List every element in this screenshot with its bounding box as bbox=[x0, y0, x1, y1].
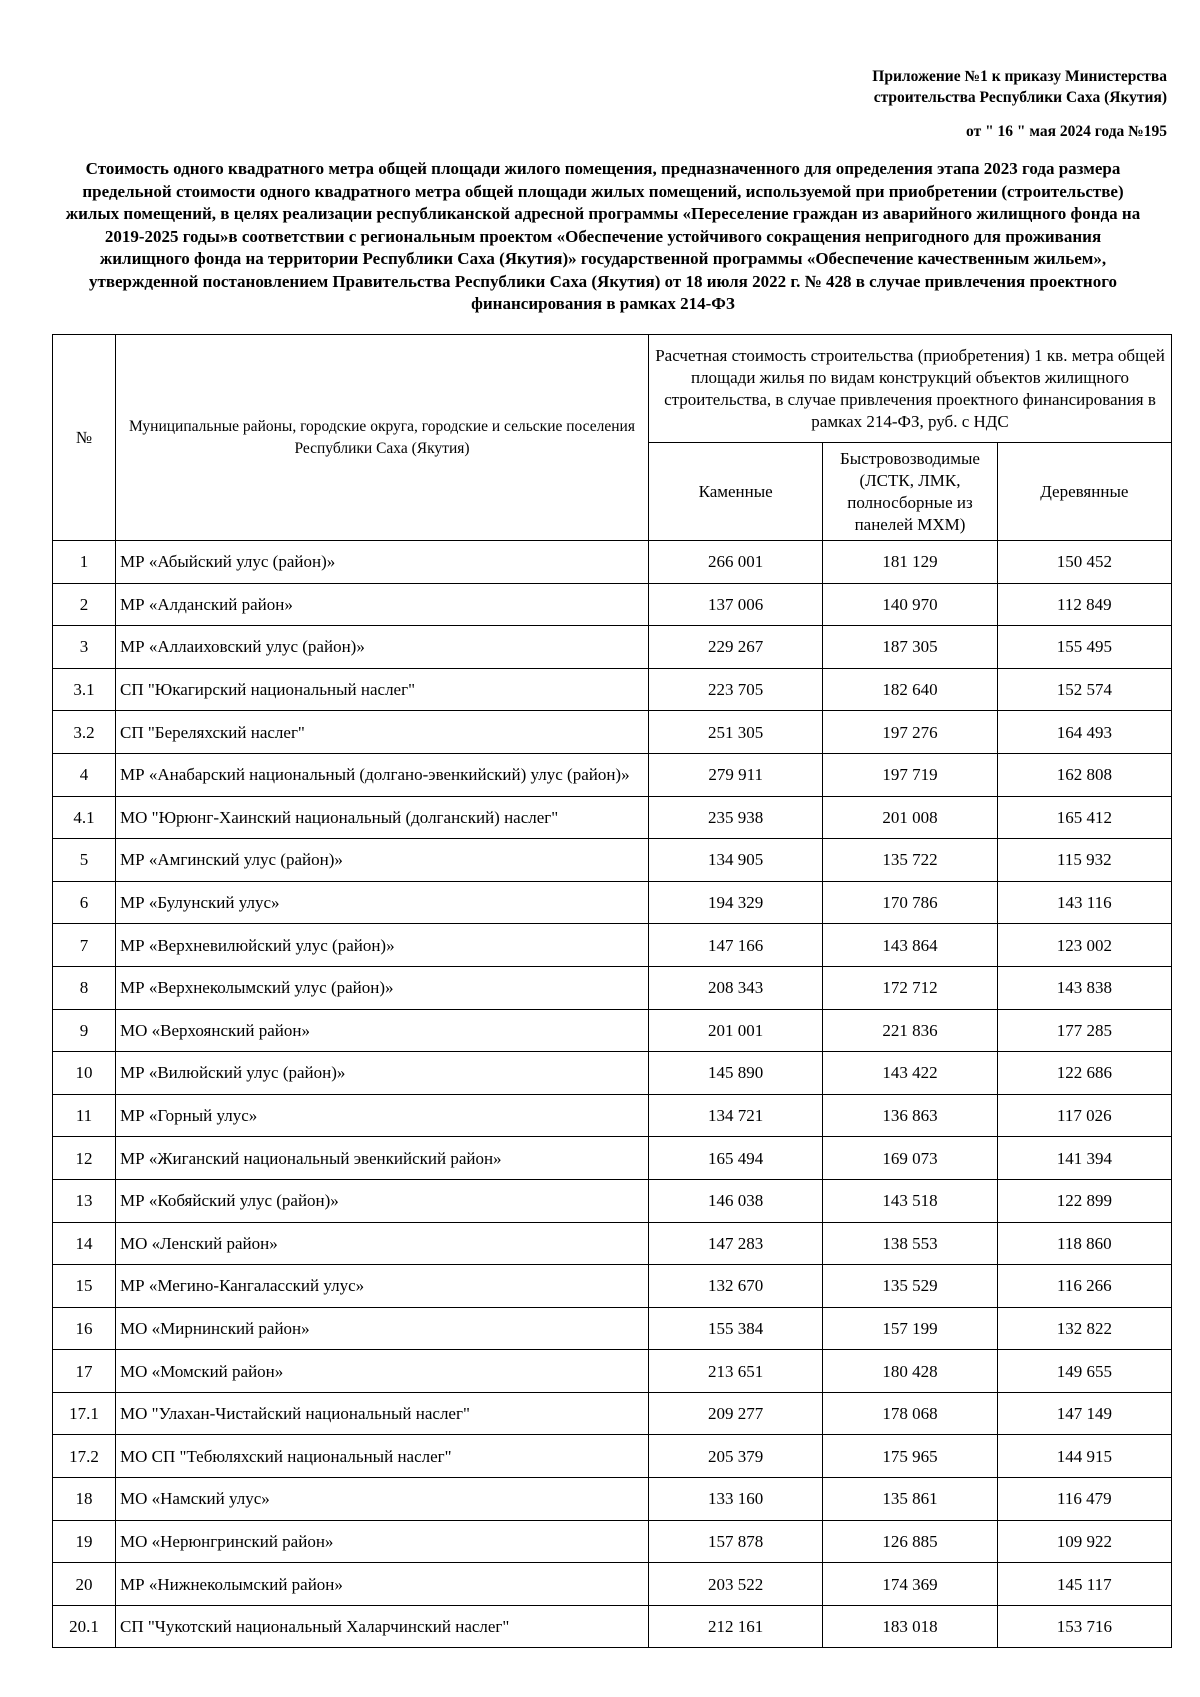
cost-stone: 205 379 bbox=[649, 1435, 823, 1478]
cost-prefab: 138 553 bbox=[823, 1222, 997, 1265]
row-number: 1 bbox=[53, 541, 116, 584]
cost-stone: 209 277 bbox=[649, 1392, 823, 1435]
cost-prefab: 187 305 bbox=[823, 626, 997, 669]
cost-wooden: 155 495 bbox=[997, 626, 1171, 669]
municipality-name: МО «Верхоянский район» bbox=[116, 1009, 649, 1052]
cost-stone: 155 384 bbox=[649, 1307, 823, 1350]
table-row bbox=[53, 1052, 1172, 1095]
cost-wooden: 116 266 bbox=[997, 1265, 1171, 1308]
row-number: 3.2 bbox=[53, 711, 116, 754]
municipality-name: МО «Мирнинский район» bbox=[116, 1307, 649, 1350]
table-body bbox=[53, 541, 1172, 1648]
row-number: 20.1 bbox=[53, 1605, 116, 1648]
cost-prefab: 197 276 bbox=[823, 711, 997, 754]
row-number: 6 bbox=[53, 881, 116, 924]
cost-prefab: 181 129 bbox=[823, 541, 997, 584]
cost-prefab: 143 518 bbox=[823, 1179, 997, 1222]
municipality-name: МР «Верхневилюйский улус (район)» bbox=[116, 924, 649, 967]
row-number: 15 bbox=[53, 1265, 116, 1308]
cost-prefab: 174 369 bbox=[823, 1563, 997, 1606]
row-number: 2 bbox=[53, 583, 116, 626]
appendix-line-1: Приложение №1 к приказу Министерства bbox=[872, 68, 1167, 85]
cost-prefab: 180 428 bbox=[823, 1350, 997, 1393]
municipality-name: МР «Булунский улус» bbox=[116, 881, 649, 924]
cost-wooden: 150 452 bbox=[997, 541, 1171, 584]
municipality-name: МР «Анабарский национальный (долгано-эвенкийский) улус (район)» bbox=[116, 753, 649, 796]
cost-wooden: 165 412 bbox=[997, 796, 1171, 839]
cost-wooden: 122 899 bbox=[997, 1179, 1171, 1222]
municipality-name: МО «Нерюнгринский район» bbox=[116, 1520, 649, 1563]
cost-stone: 194 329 bbox=[649, 881, 823, 924]
table-row bbox=[53, 1179, 1172, 1222]
row-number: 17.2 bbox=[53, 1435, 116, 1478]
municipality-name: МО «Намский улус» bbox=[116, 1478, 649, 1521]
cost-prefab: 136 863 bbox=[823, 1094, 997, 1137]
header-prefab: Быстровозводимые (ЛСТК, ЛМК, полносборные из панелей МХМ) bbox=[823, 443, 997, 541]
table-row bbox=[53, 1307, 1172, 1350]
cost-stone: 157 878 bbox=[649, 1520, 823, 1563]
cost-wooden: 115 932 bbox=[997, 839, 1171, 882]
cost-stone: 137 006 bbox=[649, 583, 823, 626]
cost-prefab: 182 640 bbox=[823, 668, 997, 711]
cost-prefab: 126 885 bbox=[823, 1520, 997, 1563]
row-number: 10 bbox=[53, 1052, 116, 1095]
row-number: 19 bbox=[53, 1520, 116, 1563]
municipality-name: СП "Юкагирский национальный наслег" bbox=[116, 668, 649, 711]
cost-prefab: 157 199 bbox=[823, 1307, 997, 1350]
cost-wooden: 141 394 bbox=[997, 1137, 1171, 1180]
municipality-name: МР «Верхнеколымский улус (район)» bbox=[116, 966, 649, 1009]
cost-stone: 133 160 bbox=[649, 1478, 823, 1521]
cost-wooden: 118 860 bbox=[997, 1222, 1171, 1265]
cost-stone: 134 905 bbox=[649, 839, 823, 882]
municipality-name: МО «Момский район» bbox=[116, 1350, 649, 1393]
cost-wooden: 116 479 bbox=[997, 1478, 1171, 1521]
table-row bbox=[53, 753, 1172, 796]
cost-stone: 147 166 bbox=[649, 924, 823, 967]
cost-prefab: 135 861 bbox=[823, 1478, 997, 1521]
cost-prefab: 183 018 bbox=[823, 1605, 997, 1648]
table-row bbox=[53, 1520, 1172, 1563]
cost-wooden: 143 838 bbox=[997, 966, 1171, 1009]
cost-stone: 279 911 bbox=[649, 753, 823, 796]
header-municipality: Муниципальные районы, городские округа, городские и сельские поселения Республики Саха (Якутия) bbox=[116, 335, 649, 541]
row-number: 13 bbox=[53, 1179, 116, 1222]
cost-stone: 266 001 bbox=[649, 541, 823, 584]
cost-stone: 229 267 bbox=[649, 626, 823, 669]
table-row bbox=[53, 1563, 1172, 1606]
table-row bbox=[53, 1009, 1172, 1052]
cost-prefab: 143 422 bbox=[823, 1052, 997, 1095]
municipality-name: МР «Вилюйский улус (район)» bbox=[116, 1052, 649, 1095]
table-row bbox=[53, 711, 1172, 754]
row-number: 3 bbox=[53, 626, 116, 669]
cost-prefab: 140 970 bbox=[823, 583, 997, 626]
header-stone: Каменные bbox=[649, 443, 823, 541]
cost-stone: 201 001 bbox=[649, 1009, 823, 1052]
table-row bbox=[53, 1265, 1172, 1308]
table-row bbox=[53, 1478, 1172, 1521]
table-row bbox=[53, 1137, 1172, 1180]
header-number: № bbox=[53, 335, 116, 541]
row-number: 11 bbox=[53, 1094, 116, 1137]
row-number: 20 bbox=[53, 1563, 116, 1606]
row-number: 16 bbox=[53, 1307, 116, 1350]
cost-wooden: 109 922 bbox=[997, 1520, 1171, 1563]
table-row bbox=[53, 924, 1172, 967]
cost-stone: 251 305 bbox=[649, 711, 823, 754]
cost-prefab: 172 712 bbox=[823, 966, 997, 1009]
header-cost-group: Расчетная стоимость строительства (приобретения) 1 кв. метра общей площади жилья по видам конструкций объектов жилищного строительства, в случае привлечения проектного финансирования в рамках 214-ФЗ, руб. с НДС bbox=[649, 335, 1172, 443]
table-row bbox=[53, 1222, 1172, 1265]
cost-wooden: 132 822 bbox=[997, 1307, 1171, 1350]
row-number: 4 bbox=[53, 753, 116, 796]
cost-prefab: 201 008 bbox=[823, 796, 997, 839]
cost-wooden: 112 849 bbox=[997, 583, 1171, 626]
cost-wooden: 177 285 bbox=[997, 1009, 1171, 1052]
cost-prefab: 175 965 bbox=[823, 1435, 997, 1478]
row-number: 17 bbox=[53, 1350, 116, 1393]
table-row bbox=[53, 541, 1172, 584]
cost-stone: 134 721 bbox=[649, 1094, 823, 1137]
row-number: 4.1 bbox=[53, 796, 116, 839]
cost-wooden: 162 808 bbox=[997, 753, 1171, 796]
cost-wooden: 123 002 bbox=[997, 924, 1171, 967]
cost-stone: 208 343 bbox=[649, 966, 823, 1009]
row-number: 8 bbox=[53, 966, 116, 1009]
municipality-name: МР «Аллаиховский улус (район)» bbox=[116, 626, 649, 669]
cost-prefab: 170 786 bbox=[823, 881, 997, 924]
appendix-reference bbox=[872, 66, 1167, 108]
municipality-name: МР «Алданский район» bbox=[116, 583, 649, 626]
table-row bbox=[53, 966, 1172, 1009]
cost-prefab: 169 073 bbox=[823, 1137, 997, 1180]
document-title: Стоимость одного квадратного метра общей площади жилого помещения, предназначенного для определения этапа 2023 года размера предельной стоимости одного квадратного метра общей площади жилых помещений, используемой при приобретении (строительстве) жилых помещений, в целях реализации республиканской адресной программы «Переселение граждан из аварийного жилищного фонда на 2019-2025 годы»в соответствии с региональным проектом «Обеспечение устойчивого сокращения непригодного для проживания жилищного фонда на территории Республики Саха (Якутия)» государственной программы «Обеспечение качественным жильем», утвержденной постановлением Правительства Республики Саха (Якутия) от 18 июля 2022 г. № 428 в случае привлечения проектного финансирования в рамках 214-ФЗ bbox=[65, 159, 1141, 313]
table-row bbox=[53, 1605, 1172, 1648]
cost-wooden: 164 493 bbox=[997, 711, 1171, 754]
table-row bbox=[53, 796, 1172, 839]
cost-prefab: 143 864 bbox=[823, 924, 997, 967]
table-row bbox=[53, 1350, 1172, 1393]
cost-table bbox=[52, 334, 1172, 1648]
cost-stone: 132 670 bbox=[649, 1265, 823, 1308]
table-row bbox=[53, 1392, 1172, 1435]
header-wooden: Деревянные bbox=[997, 443, 1171, 541]
cost-prefab: 135 722 bbox=[823, 839, 997, 882]
cost-wooden: 152 574 bbox=[997, 668, 1171, 711]
cost-stone: 145 890 bbox=[649, 1052, 823, 1095]
cost-stone: 235 938 bbox=[649, 796, 823, 839]
municipality-name: МО "Улахан-Чистайский национальный наслег" bbox=[116, 1392, 649, 1435]
table-row bbox=[53, 1094, 1172, 1137]
cost-wooden: 145 117 bbox=[997, 1563, 1171, 1606]
table-row bbox=[53, 626, 1172, 669]
appendix-line-2: строительства Республики Саха (Якутия) bbox=[873, 89, 1167, 106]
cost-prefab: 221 836 bbox=[823, 1009, 997, 1052]
municipality-name: МР «Кобяйский улус (район)» bbox=[116, 1179, 649, 1222]
row-number: 7 bbox=[53, 924, 116, 967]
cost-wooden: 117 026 bbox=[997, 1094, 1171, 1137]
cost-wooden: 147 149 bbox=[997, 1392, 1171, 1435]
table-row bbox=[53, 668, 1172, 711]
municipality-name: МО СП "Тебюляхский национальный наслег" bbox=[116, 1435, 649, 1478]
row-number: 14 bbox=[53, 1222, 116, 1265]
municipality-name: СП "Береляхский наслег" bbox=[116, 711, 649, 754]
row-number: 17.1 bbox=[53, 1392, 116, 1435]
row-number: 9 bbox=[53, 1009, 116, 1052]
municipality-name: СП "Чукотский национальный Халарчинский наслег" bbox=[116, 1605, 649, 1648]
table-row bbox=[53, 1435, 1172, 1478]
municipality-name: МР «Нижнеколымский район» bbox=[116, 1563, 649, 1606]
cost-prefab: 178 068 bbox=[823, 1392, 997, 1435]
municipality-name: МО «Ленский район» bbox=[116, 1222, 649, 1265]
cost-stone: 165 494 bbox=[649, 1137, 823, 1180]
cost-prefab: 197 719 bbox=[823, 753, 997, 796]
cost-prefab: 135 529 bbox=[823, 1265, 997, 1308]
row-number: 12 bbox=[53, 1137, 116, 1180]
cost-stone: 212 161 bbox=[649, 1605, 823, 1648]
cost-stone: 213 651 bbox=[649, 1350, 823, 1393]
table-row bbox=[53, 839, 1172, 882]
municipality-name: МР «Абыйский улус (район)» bbox=[116, 541, 649, 584]
row-number: 5 bbox=[53, 839, 116, 882]
cost-stone: 147 283 bbox=[649, 1222, 823, 1265]
order-date: от " 16 " мая 2024 года №195 bbox=[966, 123, 1167, 140]
table-row bbox=[53, 583, 1172, 626]
cost-stone: 223 705 bbox=[649, 668, 823, 711]
municipality-name: МР «Амгинский улус (район)» bbox=[116, 839, 649, 882]
cost-wooden: 149 655 bbox=[997, 1350, 1171, 1393]
cost-wooden: 122 686 bbox=[997, 1052, 1171, 1095]
row-number: 3.1 bbox=[53, 668, 116, 711]
municipality-name: МР «Жиганский национальный эвенкийский район» bbox=[116, 1137, 649, 1180]
cost-wooden: 144 915 bbox=[997, 1435, 1171, 1478]
row-number: 18 bbox=[53, 1478, 116, 1521]
municipality-name: МР «Горный улус» bbox=[116, 1094, 649, 1137]
cost-stone: 146 038 bbox=[649, 1179, 823, 1222]
cost-wooden: 143 116 bbox=[997, 881, 1171, 924]
cost-stone: 203 522 bbox=[649, 1563, 823, 1606]
table-row bbox=[53, 881, 1172, 924]
municipality-name: МР «Мегино-Кангаласский улус» bbox=[116, 1265, 649, 1308]
cost-wooden: 153 716 bbox=[997, 1605, 1171, 1648]
municipality-name: МО "Юрюнг-Хаинский национальный (долганский) наслег" bbox=[116, 796, 649, 839]
